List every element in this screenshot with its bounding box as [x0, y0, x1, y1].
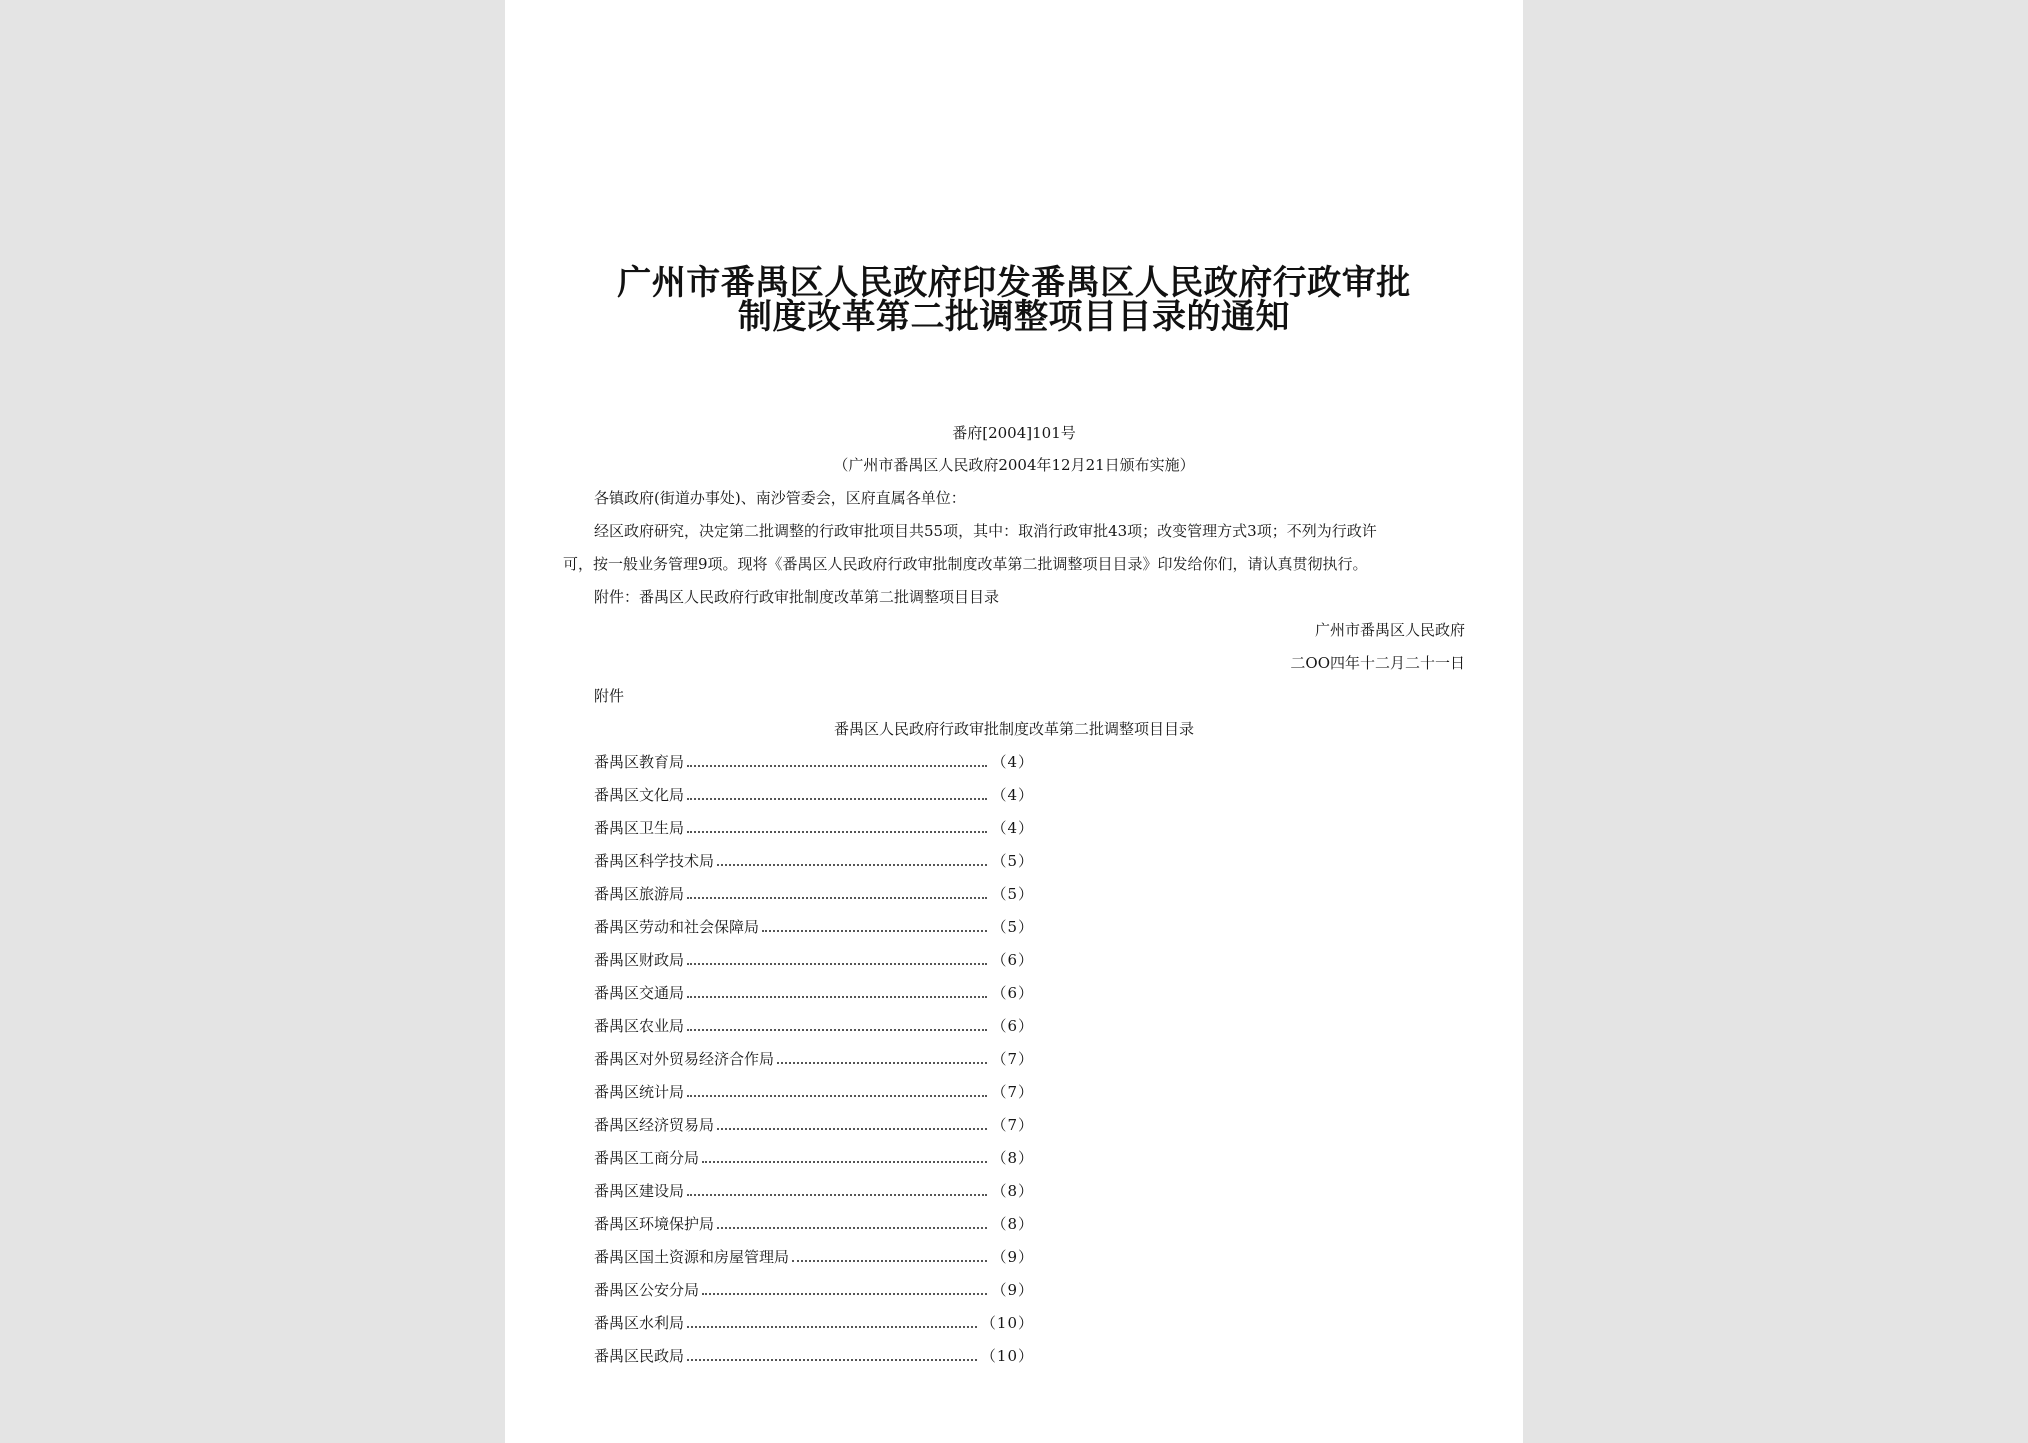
toc-entry	[594, 785, 1034, 805]
toc-entry-name: 番禺区对外贸易经济合作局	[594, 1050, 775, 1068]
toc-entry-page: （9）	[991, 1248, 1034, 1266]
toc-leader-dots	[717, 863, 987, 866]
appendix-label: 附件	[594, 687, 625, 705]
toc-entry-name: 番禺区统计局	[594, 1083, 685, 1101]
toc-entry	[594, 917, 1034, 937]
toc-entry	[594, 818, 1034, 838]
toc-entry-name: 番禺区科学技术局	[594, 852, 715, 870]
toc-entry-page: （10）	[980, 1314, 1034, 1332]
toc-leader-dots	[687, 830, 987, 833]
toc-entry-name: 番禺区文化局	[594, 786, 685, 804]
toc-entry	[594, 752, 1034, 772]
toc-entry-page: （4）	[991, 819, 1034, 837]
toc-entry-page: （4）	[991, 786, 1034, 804]
toc-entry	[594, 1346, 1034, 1366]
toc-entry-page: （8）	[991, 1182, 1034, 1200]
toc-entry-name: 番禺区民政局	[594, 1347, 685, 1365]
toc-leader-dots	[687, 962, 987, 965]
toc-entry-page: （10）	[980, 1347, 1034, 1365]
toc-entry	[594, 1049, 1034, 1069]
signature: 广州市番禺区人民政府	[1314, 621, 1465, 639]
document-page	[505, 0, 1523, 1443]
toc-leader-dots	[687, 797, 987, 800]
toc-entry	[594, 983, 1034, 1003]
toc-entry-name: 番禺区旅游局	[594, 885, 685, 903]
toc-entry-page: （6）	[991, 951, 1034, 969]
toc-entry	[594, 1148, 1034, 1168]
document-title-line-2: 制度改革第二批调整项目目录的通知	[738, 297, 1290, 337]
toc-entry-name: 番禺区环境保护局	[594, 1215, 715, 1233]
toc-leader-dots	[777, 1061, 987, 1064]
salutation: 各镇政府(街道办事处)、南沙管委会，区府直属各单位：	[594, 489, 966, 507]
toc-leader-dots	[687, 1028, 987, 1031]
toc-entry-page: （6）	[991, 984, 1034, 1002]
toc-entry	[594, 1280, 1034, 1300]
attachment-note: 附件：番禺区人民政府行政审批制度改革第二批调整项目目录	[594, 588, 1000, 606]
document-title-line-1: 广州市番禺区人民政府印发番禺区人民政府行政审批	[617, 263, 1411, 303]
toc-entry	[594, 1214, 1034, 1234]
toc-entry	[594, 1181, 1034, 1201]
toc-entry	[594, 884, 1034, 904]
toc-leader-dots	[687, 1094, 987, 1097]
toc-leader-dots	[702, 1160, 987, 1163]
toc-entry-name: 番禺区交通局	[594, 984, 685, 1002]
toc-entry	[594, 1016, 1034, 1036]
toc-entry	[594, 1313, 1034, 1333]
toc-entry-page: （5）	[991, 918, 1034, 936]
toc-entry	[594, 1247, 1034, 1267]
toc-entry-page: （7）	[991, 1050, 1034, 1068]
issued-note: （广州市番禺区人民政府2004年12月21日颁布实施）	[833, 456, 1195, 474]
toc-entry-name: 番禺区教育局	[594, 753, 685, 771]
toc-entry-name: 番禺区卫生局	[594, 819, 685, 837]
toc-entry-page: （8）	[991, 1215, 1034, 1233]
toc-leader-dots	[702, 1292, 987, 1295]
toc-leader-dots	[687, 764, 987, 767]
toc-entry-name: 番禺区公安分局	[594, 1281, 700, 1299]
toc-entry-page: （8）	[991, 1149, 1034, 1167]
toc-leader-dots	[687, 896, 987, 899]
toc-title: 番禺区人民政府行政审批制度改革第二批调整项目目录	[833, 720, 1194, 738]
toc-entry-name: 番禺区国土资源和房屋管理局	[594, 1248, 790, 1266]
body-paragraph-line-1: 经区政府研究，决定第二批调整的行政审批项目共55项，其中：取消行政审批43项；改变管理方式3项；不列为行政许	[594, 522, 1377, 540]
toc-entry-name: 番禺区工商分局	[594, 1149, 700, 1167]
toc-leader-dots	[792, 1259, 987, 1262]
toc-entry	[594, 851, 1034, 871]
toc-leader-dots	[687, 1358, 977, 1361]
issue-date: 二OO四年十二月二十一日	[1290, 654, 1465, 672]
toc-leader-dots	[687, 995, 987, 998]
toc-leader-dots	[762, 929, 987, 932]
toc-entry	[594, 1082, 1034, 1102]
toc-entry-name: 番禺区水利局	[594, 1314, 685, 1332]
body-paragraph-line-2: 可，按一般业务管理9项。现将《番禺区人民政府行政审批制度改革第二批调整项目目录》印发给你们，请认真贯彻执行。	[563, 555, 1368, 573]
toc-entry-name: 番禺区建设局	[594, 1182, 685, 1200]
toc-leader-dots	[717, 1127, 987, 1130]
toc-leader-dots	[687, 1325, 977, 1328]
toc-entry-page: （7）	[991, 1083, 1034, 1101]
toc-entry	[594, 950, 1034, 970]
toc-entry-name: 番禺区经济贸易局	[594, 1116, 715, 1134]
toc-leader-dots	[717, 1226, 987, 1229]
toc-entry-page: （5）	[991, 852, 1034, 870]
document-number: 番府[2004]101号	[952, 424, 1076, 442]
toc-entry-page: （7）	[991, 1116, 1034, 1134]
toc-entry-name: 番禺区劳动和社会保障局	[594, 918, 760, 936]
toc-entry-page: （5）	[991, 885, 1034, 903]
toc-entry-name: 番禺区财政局	[594, 951, 685, 969]
toc-entry-page: （9）	[991, 1281, 1034, 1299]
toc-entry-name: 番禺区农业局	[594, 1017, 685, 1035]
toc-entry-page: （6）	[991, 1017, 1034, 1035]
toc-leader-dots	[687, 1193, 987, 1196]
toc-entry-page: （4）	[991, 753, 1034, 771]
toc-entry	[594, 1115, 1034, 1135]
